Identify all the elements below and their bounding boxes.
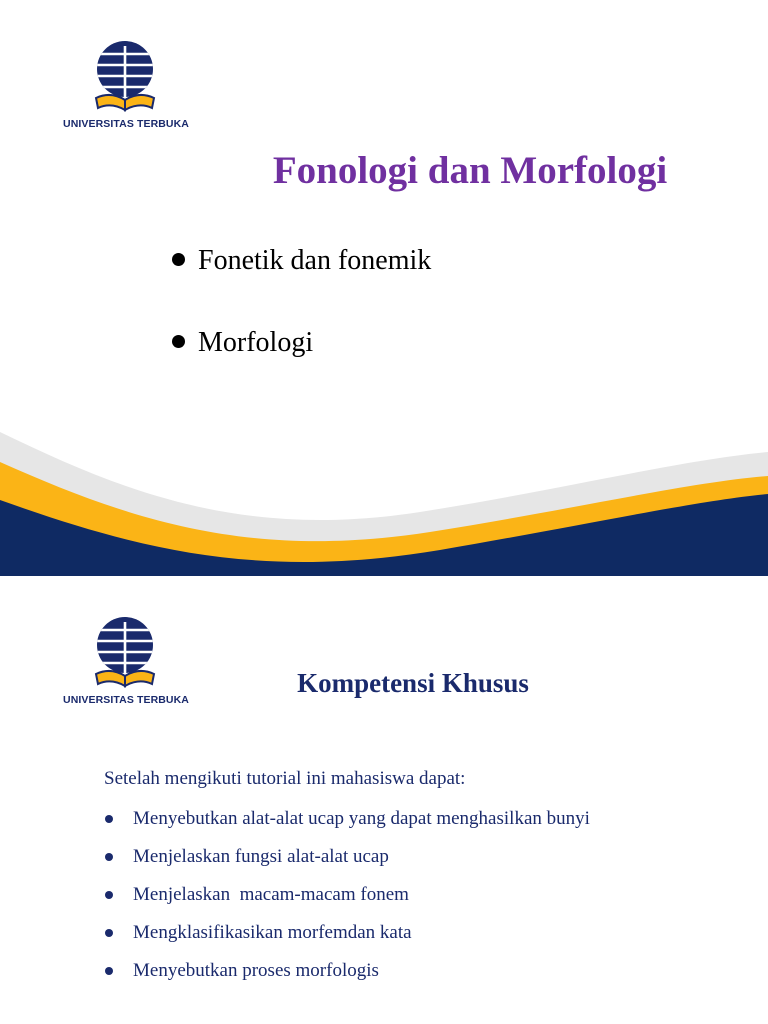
university-logo bbox=[56, 614, 196, 709]
university-logo bbox=[56, 38, 196, 133]
logo-text: UNIVERSITAS TERBUKA bbox=[63, 118, 189, 130]
list-item bbox=[104, 958, 590, 996]
list-item-text: Menyebutkan alat-alat ucap yang dapat menghasilkan bunyi bbox=[133, 808, 590, 829]
list-item bbox=[104, 882, 590, 920]
bullet-icon bbox=[105, 891, 113, 899]
list-item bbox=[104, 920, 590, 958]
bullet-icon bbox=[105, 815, 113, 823]
list-item-text: Fonetik dan fonemik bbox=[198, 245, 432, 276]
list-item bbox=[104, 844, 590, 882]
list-item bbox=[168, 240, 431, 322]
list-item bbox=[168, 322, 431, 404]
logo-text: UNIVERSITAS TERBUKA bbox=[63, 694, 189, 706]
bullet-icon bbox=[105, 853, 113, 861]
intro-text: Setelah mengikuti tutorial ini mahasiswa dapat: bbox=[104, 768, 466, 789]
bullet-icon bbox=[172, 335, 185, 348]
list-item-text: Morfologi bbox=[198, 327, 314, 358]
list-item-text: Menyebutkan proses morfologis bbox=[133, 960, 379, 981]
slide-title: Fonologi dan Morfologi bbox=[272, 149, 668, 192]
decorative-wave bbox=[0, 420, 768, 576]
competency-list bbox=[104, 806, 590, 996]
universitas-terbuka-emblem-icon bbox=[56, 614, 196, 694]
list-item-text: Mengklasifikasikan morfemdan kata bbox=[133, 922, 412, 943]
bullet-icon bbox=[105, 967, 113, 975]
slide-2 bbox=[0, 576, 768, 1024]
bullet-icon bbox=[105, 929, 113, 937]
list-item-text: Menjelaskan fungsi alat-alat ucap bbox=[133, 846, 389, 867]
topic-list bbox=[168, 240, 431, 404]
slide-title: Kompetensi Khusus bbox=[297, 668, 529, 698]
universitas-terbuka-emblem-icon bbox=[56, 38, 196, 118]
bullet-icon bbox=[172, 253, 185, 266]
list-item-text: Menjelaskan macam-macam fonem bbox=[133, 884, 409, 905]
list-item bbox=[104, 806, 590, 844]
